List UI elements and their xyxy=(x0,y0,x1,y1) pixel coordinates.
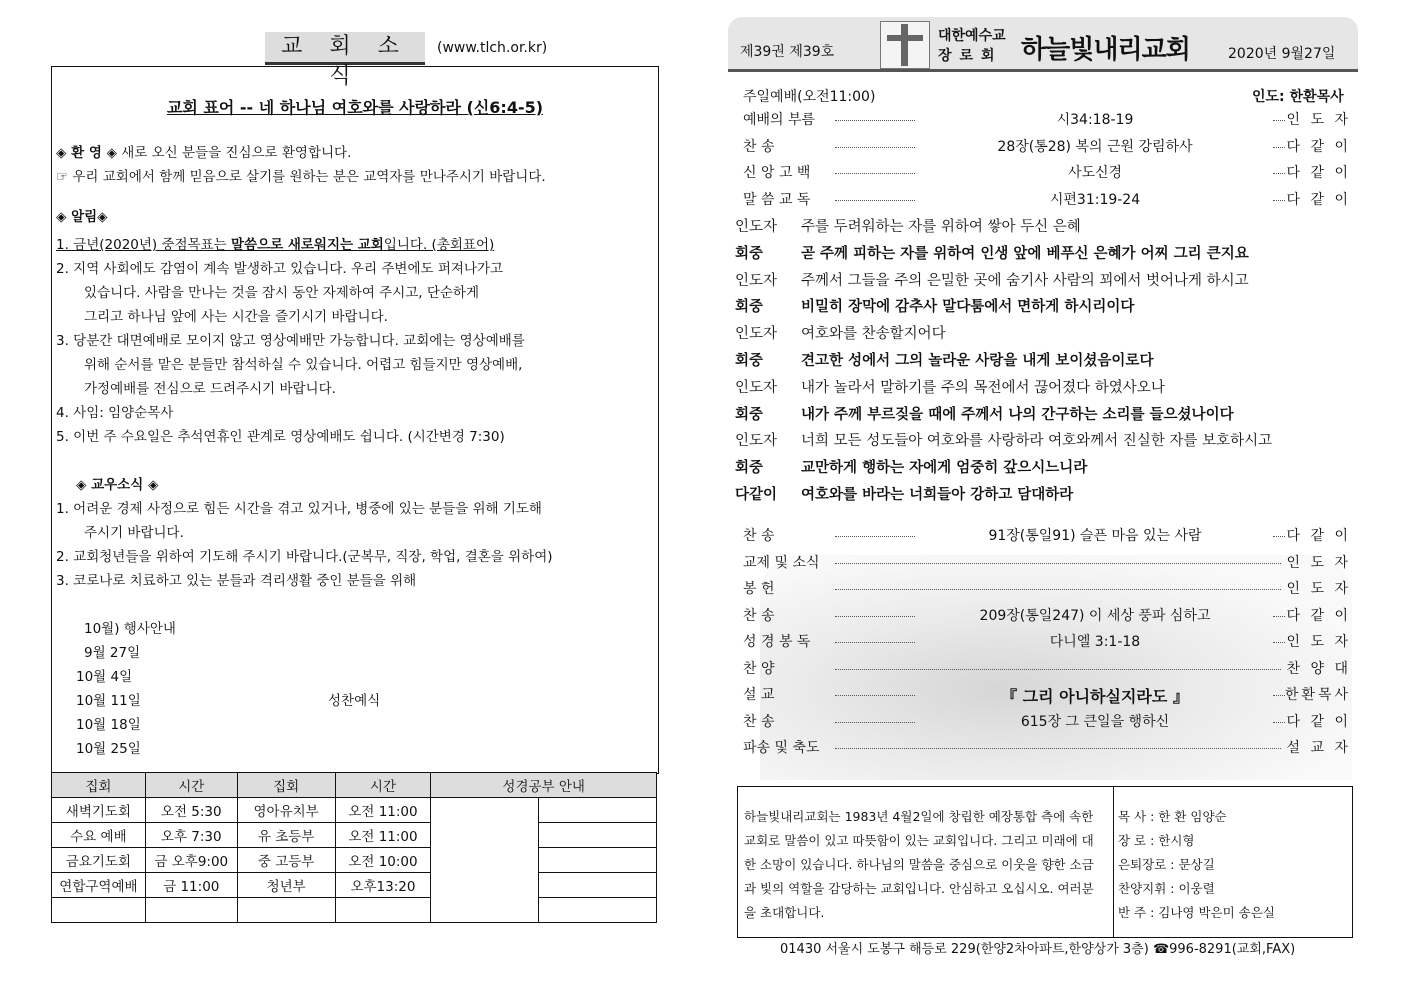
order-label: 예배의 부름 xyxy=(743,112,816,128)
events-title: 10월) 행사안내 xyxy=(84,621,176,637)
website-url[interactable]: (www.tlch.or.kr) xyxy=(437,40,548,56)
table-cell: 오전 11:00 xyxy=(335,823,431,848)
leader-dots xyxy=(1273,536,1285,537)
order-content: 사도신경 xyxy=(1067,165,1123,181)
office-1-cont: 주시기 바랍니다. xyxy=(84,525,184,541)
cross-icon xyxy=(881,22,929,68)
order-performer: 인 도 자 xyxy=(1286,634,1351,650)
table-cell xyxy=(539,873,657,898)
responsive-line xyxy=(735,295,1134,316)
responsive-text: 여호와를 찬송할지어다 xyxy=(801,326,946,343)
order-row xyxy=(735,684,1351,706)
order-performer: 인 도 자 xyxy=(1286,581,1351,597)
schedule-table xyxy=(51,772,657,923)
table-cell: 수요 예배 xyxy=(52,823,146,848)
leader-dots xyxy=(835,200,915,201)
schedule-header: 성경공부 안내 xyxy=(431,773,657,798)
responsive-text: 내가 놀라서 말하기를 주의 목전에서 끊어졌다 하였사오나 xyxy=(801,379,1165,396)
church-logo xyxy=(880,21,930,69)
order-label: 찬 양 xyxy=(743,660,775,677)
order-label: 신 앙 고 백 xyxy=(743,165,811,181)
order-performer: 찬 양 대 xyxy=(1286,660,1351,677)
staff-item: 은퇴장로 : 문상길 xyxy=(1118,857,1215,872)
table-cell: 새벽기도회 xyxy=(52,798,146,823)
order-label: 성 경 봉 독 xyxy=(743,634,811,650)
order-content: 『 그리 아니하실지라도 』 xyxy=(1001,687,1189,706)
table-cell: 금 오후9:00 xyxy=(145,848,237,873)
staff-item: 반 주 : 김나영 박은미 송은실 xyxy=(1118,905,1275,920)
responsive-text: 견고한 성에서 그의 놀라운 사랑을 내게 보이셨음이로다 xyxy=(801,353,1154,369)
responsive-line xyxy=(735,242,1249,263)
church-intro: 하늘빛내리교회는 1983년 4월2일에 창립한 예장통합 측에 속한 교회로 말씀이 있고 따뜻함이 있는 교회입니다. 그리고 미래에 대한 소망이 있습니다. 하나님의 말씀을 중심으로 이웃을 향한 소금과 빛의 역할을 감당하는 교회입니다. 안심하고 오십시오. 여러분을 초대합니다. xyxy=(744,809,1094,920)
leader-dots xyxy=(835,563,1281,564)
schedule-header: 집회 xyxy=(237,773,335,798)
order-label: 봉 헌 xyxy=(743,581,775,597)
table-cell: 금 11:00 xyxy=(145,873,237,898)
order-label: 교제 및 소식 xyxy=(743,554,820,571)
bulletin-header xyxy=(728,17,1358,72)
leader-dots xyxy=(1273,642,1285,643)
bulletin-date: 2020년 9월27일 xyxy=(1228,46,1336,62)
news-title: 교 회 소 식 xyxy=(265,32,425,65)
denomination-2: 장로회 xyxy=(938,48,1003,64)
volume-number: 제39권 제39호 xyxy=(740,44,835,60)
table-row xyxy=(52,898,657,923)
notice-4: 4. 사임: 임양순목사 xyxy=(56,405,174,421)
church-name: 하늘빛내리교회 xyxy=(1021,35,1190,65)
order-label: 찬 송 xyxy=(743,713,775,730)
order-content: 209장(통일247) 이 세상 풍파 심하고 xyxy=(979,607,1211,624)
table-cell xyxy=(539,848,657,873)
notice-2: 2. 지역 사회에도 감염이 계속 발생하고 있습니다. 우리 주변에도 퍼져나가고 xyxy=(56,261,504,277)
table-row xyxy=(52,798,657,823)
responsive-line xyxy=(735,269,1249,290)
order-row xyxy=(735,658,1351,680)
order-row xyxy=(735,578,1351,600)
responsive-line xyxy=(735,483,1073,504)
order-performer: 다 같 이 xyxy=(1286,138,1351,155)
leader-dots xyxy=(835,642,915,643)
order-content: 시편31:19-24 xyxy=(1049,191,1141,208)
leader-dots xyxy=(1273,616,1285,617)
leader-dots xyxy=(1273,120,1285,121)
order-performer: 설 교 자 xyxy=(1286,740,1351,756)
table-cell xyxy=(145,898,237,923)
order-row xyxy=(735,136,1351,158)
leader-dots xyxy=(1273,722,1285,723)
responsive-speaker: 다같이 xyxy=(735,487,778,503)
order-row xyxy=(735,552,1351,574)
responsive-text: 내가 주께 부르짖을 때에 주께서 나의 간구하는 소리를 들으셨나이다 xyxy=(801,406,1234,423)
table-cell: 청년부 xyxy=(237,873,335,898)
table-row xyxy=(52,848,657,873)
responsive-line xyxy=(735,215,1081,236)
responsive-speaker: 인도자 xyxy=(735,272,778,289)
responsive-line xyxy=(735,403,1234,424)
event-date: 10월 18일 xyxy=(76,717,141,733)
office-3: 3. 코로나로 치료하고 있는 분들과 격리생활 중인 분들을 위해 xyxy=(56,573,417,589)
church-info-box xyxy=(737,786,1353,938)
table-cell: 유 초등부 xyxy=(237,823,335,848)
order-performer: 인 도 자 xyxy=(1286,554,1351,571)
leader-dots xyxy=(835,669,1281,670)
responsive-speaker: 회중 xyxy=(735,460,764,477)
schedule-header: 집회 xyxy=(52,773,146,798)
responsive-text: 주께서 그들을 주의 은밀한 곳에 숨기사 사람의 꾀에서 벗어나게 하시고 xyxy=(801,272,1249,289)
order-label: 말 씀 교 독 xyxy=(743,191,811,208)
schedule-header: 시간 xyxy=(335,773,431,798)
church-address: 01430 서울시 도봉구 해등로 229(한양2차아파트,한양상가 3층) ☎996-8291(교회,FAX) xyxy=(780,942,1296,957)
responsive-text: 너희 모든 성도들아 여호와를 사랑하라 여호와께서 진실한 자를 보호하시고 xyxy=(801,433,1273,450)
service-leader: 인도: 한환목사 xyxy=(1252,89,1344,105)
responsive-text: 비밀히 장막에 감추사 말다툼에서 면하게 하시리이다 xyxy=(801,299,1135,316)
table-cell: 오전 11:00 xyxy=(335,798,431,823)
responsive-speaker: 회중 xyxy=(735,406,764,423)
table-cell: 오후 7:30 xyxy=(145,823,237,848)
order-label: 파송 및 축도 xyxy=(743,740,820,756)
notice-1: 1. 금년(2020년) 중점목표는 말씀으로 새로워지는 교회입니다. (총회표어) xyxy=(56,237,495,253)
bible-study-cell xyxy=(431,798,539,923)
leader-dots xyxy=(835,589,1281,590)
order-performer: 다 같 이 xyxy=(1286,191,1351,208)
welcome-line: ◈ 환 영 ◈ 새로 오신 분들을 진심으로 환영합니다. xyxy=(56,145,352,161)
responsive-line xyxy=(735,322,946,343)
responsive-speaker: 회중 xyxy=(735,299,764,316)
table-cell: 연합구역예배 xyxy=(52,873,146,898)
order-performer: 다 같 이 xyxy=(1286,528,1351,544)
order-row xyxy=(735,525,1351,547)
responsive-line xyxy=(735,349,1153,370)
table-cell xyxy=(237,898,335,923)
leader-dots xyxy=(835,748,1281,749)
table-cell: 중 고등부 xyxy=(237,848,335,873)
leader-dots xyxy=(835,120,915,121)
church-motto: 교회 표어 -- 네 하나님 여호와를 사랑하라 (신6:4-5) xyxy=(166,98,544,117)
responsive-text: 교만하게 행하는 자에게 엄중히 갚으시느니라 xyxy=(801,460,1088,477)
event-date: 10월 11일 xyxy=(76,693,141,709)
leader-dots xyxy=(835,147,915,148)
table-cell: 영아유치부 xyxy=(237,798,335,823)
responsive-text: 주를 두려워하는 자를 위하여 쌓아 두신 은혜 xyxy=(801,219,1081,235)
responsive-text: 곧 주께 피하는 자를 위하여 인생 앞에 베푸신 은혜가 어찌 그리 큰지요 xyxy=(801,245,1249,262)
order-performer: 인 도 자 xyxy=(1286,112,1351,128)
table-cell xyxy=(539,798,657,823)
responsive-line xyxy=(735,456,1087,477)
notice-heading: ◈ 알림◈ xyxy=(56,209,108,225)
order-label: 찬 송 xyxy=(743,607,775,624)
notice-2-cont: 그리고 하나님 앞에 사는 시간을 즐기시기 바랍니다. xyxy=(84,309,388,325)
responsive-speaker: 인도자 xyxy=(735,326,778,343)
responsive-text: 여호와를 바라는 너희들아 강하고 담대하라 xyxy=(801,487,1074,503)
responsive-line xyxy=(735,376,1165,397)
order-content: 시34:18-19 xyxy=(1056,112,1134,128)
table-cell xyxy=(539,823,657,848)
leader-dots xyxy=(835,173,915,174)
table-cell: 오전 5:30 xyxy=(145,798,237,823)
order-row xyxy=(735,605,1351,627)
table-cell xyxy=(52,898,146,923)
order-row xyxy=(735,162,1351,184)
notice-3-cont: 위해 순서를 맡은 분들만 참석하실 수 있습니다. 어렵고 힘들지만 영상예배, xyxy=(84,357,523,373)
responsive-speaker: 회중 xyxy=(735,245,764,262)
event-date: 10월 4일 xyxy=(76,669,133,685)
order-label: 찬 송 xyxy=(743,138,775,155)
schedule-header: 시간 xyxy=(145,773,237,798)
service-title: 주일예배(오전11:00) xyxy=(743,89,876,105)
order-row xyxy=(735,711,1351,733)
denomination: 대한예수교 xyxy=(938,28,1006,44)
leader-dots xyxy=(1273,695,1285,696)
order-performer: 다 같 이 xyxy=(1286,607,1351,624)
event-date: 10월 25일 xyxy=(76,741,141,757)
staff-item: 장 로 : 한시형 xyxy=(1118,833,1195,848)
office-heading: ◈ 교우소식 ◈ xyxy=(76,477,159,493)
leader-dots xyxy=(1273,147,1285,148)
order-row xyxy=(735,737,1351,759)
order-content: 91장(통일91) 슬픈 마음 있는 사람 xyxy=(988,528,1202,544)
staff-item: 찬양지휘 : 이웅렬 xyxy=(1118,881,1215,896)
table-cell: 오후13:20 xyxy=(335,873,431,898)
order-performer: 다 같 이 xyxy=(1286,713,1351,730)
notice-5: 5. 이번 주 수요일은 추석연휴인 관계로 영상예배도 쉽니다. (시간변경 7:30) xyxy=(56,429,505,445)
staff-item: 목 사 : 한 환 임양순 xyxy=(1118,809,1227,824)
table-row xyxy=(52,873,657,898)
leader-dots xyxy=(1273,200,1285,201)
event-date: 9월 27일 xyxy=(84,645,141,661)
order-label: 찬 송 xyxy=(743,528,775,544)
responsive-speaker: 인도자 xyxy=(735,433,778,450)
responsive-line xyxy=(735,429,1272,450)
table-cell xyxy=(539,898,657,923)
news-frame xyxy=(51,66,659,774)
leader-dots xyxy=(835,695,915,696)
order-row xyxy=(735,189,1351,211)
event-name: 성찬예식 xyxy=(328,693,381,709)
leader-dots xyxy=(835,616,915,617)
leader-dots xyxy=(1273,173,1285,174)
leader-dots xyxy=(835,722,915,723)
order-content: 615장 그 큰일을 행하신 xyxy=(1020,713,1170,730)
order-row xyxy=(735,631,1351,653)
responsive-speaker: 회중 xyxy=(735,353,764,369)
office-2: 2. 교회청년들을 위하여 기도해 주시기 바랍니다.(군복무, 직장, 학업, 결혼을 위하여) xyxy=(56,549,553,565)
leader-dots xyxy=(835,536,915,537)
responsive-speaker: 인도자 xyxy=(735,219,778,235)
staff-list xyxy=(1113,787,1352,937)
order-content: 다니엘 3:1-18 xyxy=(1049,634,1141,650)
table-cell: 금요기도회 xyxy=(52,848,146,873)
order-performer: 다 같 이 xyxy=(1286,165,1351,181)
office-1: 1. 어려운 경제 사정으로 힘든 시간을 겪고 있거나, 병중에 있는 분들을 위해 기도해 xyxy=(56,501,542,517)
order-performer: 한환목사 xyxy=(1284,687,1351,703)
notice-3: 3. 당분간 대면예배로 모이지 않고 영상예배만 가능합니다. 교회에는 영상예배를 xyxy=(56,333,525,349)
responsive-speaker: 인도자 xyxy=(735,379,778,396)
welcome-line-2: ☞ 우리 교회에서 함께 믿음으로 살기를 원하는 분은 교역자를 만나주시기 바랍니다. xyxy=(56,169,546,185)
notice-2-cont: 있습니다. 사람을 만나는 것을 잠시 동안 자제하여 주시고, 단순하게 xyxy=(84,285,480,301)
table-row xyxy=(52,823,657,848)
table-cell: 오전 10:00 xyxy=(335,848,431,873)
table-cell xyxy=(335,898,431,923)
order-content: 28장(통28) 복의 근원 강림하사 xyxy=(997,138,1193,155)
order-row xyxy=(735,109,1351,131)
notice-3-cont: 가정예배를 전심으로 드려주시기 바랍니다. xyxy=(84,381,336,397)
order-label: 설 교 xyxy=(743,687,775,703)
